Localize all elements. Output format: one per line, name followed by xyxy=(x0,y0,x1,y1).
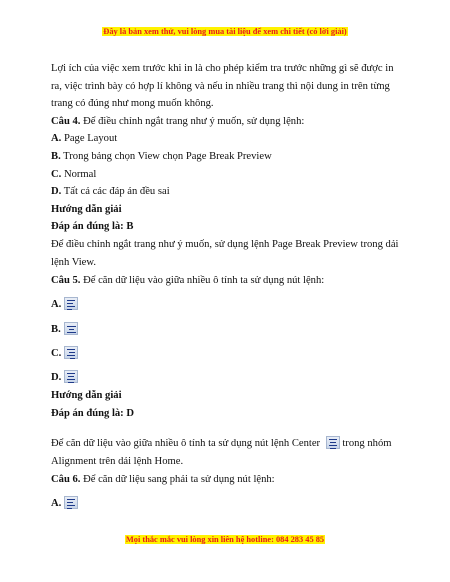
option-b: B. Trong bảng chọn View chọn Page Break Preview xyxy=(51,151,272,162)
option-a: A. xyxy=(51,297,78,311)
explanation-line-1: Để căn dữ liệu vào giữa nhiều ô tính ta sử dụng nút lệnh Center trong nhóm xyxy=(51,438,392,449)
option-c: C. xyxy=(51,346,78,360)
question-5: Câu 5. Để căn dữ liệu vào giữa nhiều ô tính ta sử dụng nút lệnh: xyxy=(51,275,325,286)
option-d: D. xyxy=(51,370,78,384)
answer-line: Đáp án đúng là: D xyxy=(51,408,135,419)
guide-heading: Hướng dẫn giải xyxy=(51,204,122,215)
explanation-line-1: Để điều chỉnh ngắt trang như ý muốn, sử dụng lệnh Page Break Preview trong dải xyxy=(51,239,399,250)
explanation-line-2: Alignment trên dải lệnh Home. xyxy=(51,456,184,467)
align-center-icon xyxy=(64,370,78,383)
preview-banner-text: Đây là bản xem thử, vui lòng mua tài liệu để xem chi tiết (có lời giải) xyxy=(103,27,347,36)
hotline-banner-text: Mọi thắc mắc vui lòng xin liên hệ hotline: 084 283 45 85 xyxy=(125,535,325,544)
hotline-banner xyxy=(0,535,450,544)
align-right-icon xyxy=(64,346,78,359)
align-left-icon xyxy=(64,496,78,509)
intro-line-2: ra, việc trình bày có hợp lí không và nếu in nhiều trang thì nội dung in trên từng xyxy=(51,81,390,92)
preview-banner xyxy=(0,27,450,36)
option-c: C. Normal xyxy=(51,169,97,180)
intro-line-1: Lợi ích của việc xem trước khi in là cho phép kiểm tra trước những gì sẽ được in xyxy=(51,63,394,74)
answer-line: Đáp án đúng là: B xyxy=(51,221,134,232)
option-d: D. Tất cả các đáp án đều sai xyxy=(51,186,170,197)
merge-center-icon xyxy=(64,322,78,335)
option-a: A. xyxy=(51,496,78,510)
question-6: Câu 6. Để căn dữ liệu sang phải ta sử dụng nút lệnh: xyxy=(51,474,275,485)
option-a: A. Page Layout xyxy=(51,133,118,144)
guide-heading: Hướng dẫn giải xyxy=(51,390,122,401)
option-b: B. xyxy=(51,322,78,336)
align-center-icon xyxy=(326,436,340,449)
question-label: Câu 4. xyxy=(51,116,81,127)
intro-line-3: trang có đúng như mong muốn không. xyxy=(51,98,214,109)
question-text: Để điều chỉnh ngắt trang như ý muốn, sử dụng lệnh: xyxy=(80,116,305,127)
align-left-icon xyxy=(64,297,78,310)
question-4 xyxy=(51,115,304,128)
explanation-line-2: lệnh View. xyxy=(51,257,96,268)
